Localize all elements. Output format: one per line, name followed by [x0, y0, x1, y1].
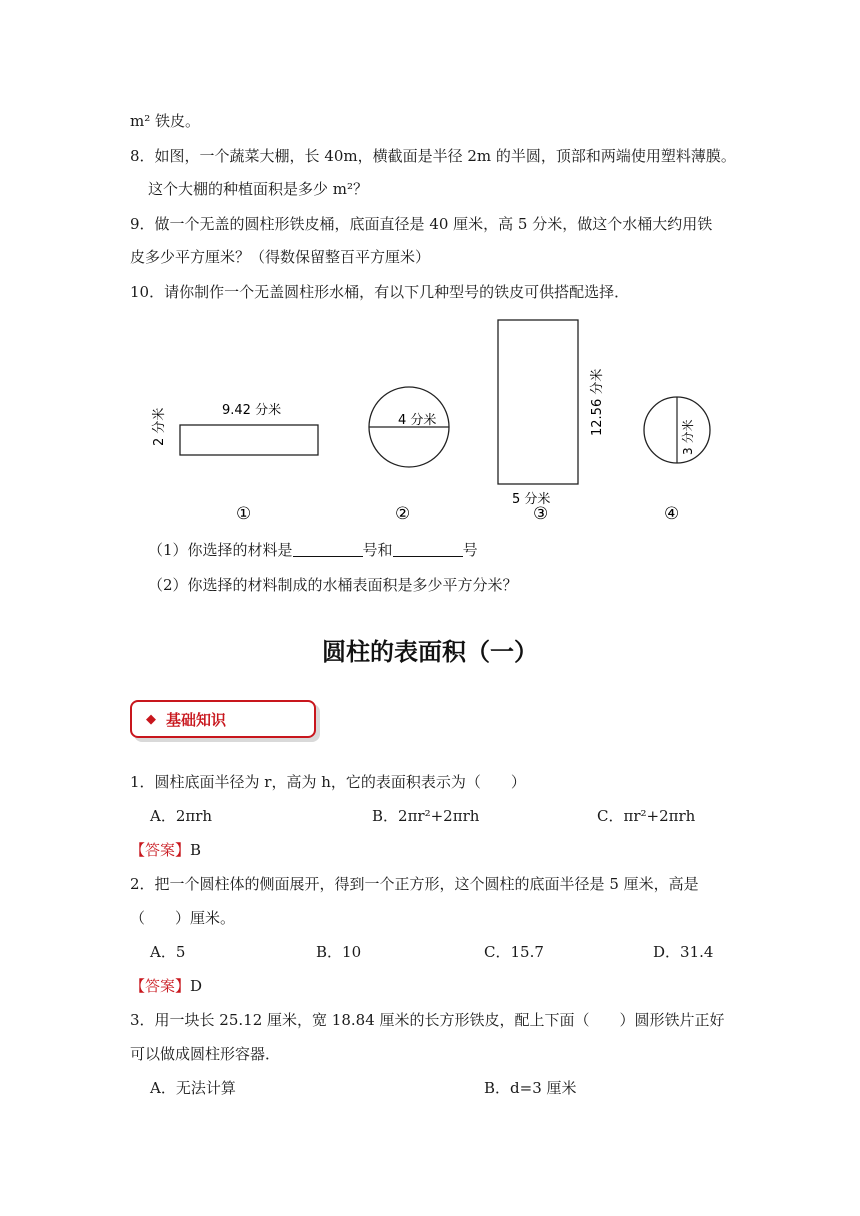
- q10-sub2: （2）你选择的材料制成的水桶表面积是多少平方分米？: [148, 576, 518, 594]
- fig3-height-label: 12.56 分米: [590, 368, 605, 436]
- question-2-option-c: C．15.7: [484, 943, 544, 961]
- answer-blank-1[interactable]: [293, 540, 363, 557]
- q7-tail: m² 铁皮。: [130, 112, 201, 130]
- q10-stem: 10．请你制作一个无盖圆柱形水桶，有以下几种型号的铁皮可供搭配选择．: [130, 283, 630, 301]
- diamond-icon: ◆: [146, 711, 156, 727]
- q8-line1: 8．如图，一个蔬菜大棚，长 40m，横截面是半径 2m 的半圆，顶部和两端使用塑料薄膜。: [130, 147, 736, 165]
- section-label: 基础知识: [166, 710, 227, 729]
- q10-figure: [0, 0, 860, 530]
- fig1-height-label: 2 分米: [152, 407, 167, 446]
- question-3-stem-line2: 可以做成圆柱形容器．: [130, 1045, 281, 1063]
- question-2-option-d: D．31.4: [653, 943, 714, 961]
- question-3-option-b: B．d=3 厘米: [484, 1079, 577, 1097]
- fig1-rectangle: [180, 425, 318, 455]
- answer-label: 【答案】: [130, 841, 191, 859]
- question-2-stem-line1: 2．把一个圆柱体的侧面展开，得到一个正方形，这个圆柱的底面半径是 5 厘米，高是: [130, 875, 699, 893]
- fig3-width-label: 5 分米: [512, 492, 551, 507]
- answer-label: 【答案】: [130, 977, 191, 995]
- q10-sub1-suffix: 号: [462, 541, 478, 559]
- fig-number-2: ②: [395, 504, 411, 524]
- question-2-option-b: B．10: [316, 943, 362, 961]
- question-2-option-a: A．5: [150, 943, 186, 961]
- q10-sub1: [148, 539, 478, 561]
- question-1-option-c: C．πr²+2πrh: [597, 807, 696, 825]
- section-label-box: [130, 700, 316, 738]
- question-1-answer: [130, 839, 201, 861]
- question-1-option-b: B．2πr²+2πrh: [372, 807, 480, 825]
- fig1-width-label: 9.42 分米: [222, 403, 282, 418]
- question-3-stem-line1: 3．用一块长 25.12 厘米，宽 18.84 厘米的长方形铁皮，配上下面（ ）圆形铁片正好: [130, 1011, 725, 1029]
- answer-value: B: [190, 841, 202, 859]
- answer-blank-2[interactable]: [393, 540, 463, 557]
- q8-line2: 这个大棚的种植面积是多少 m²？: [148, 180, 369, 198]
- question-2-stem-line2: （ ）厘米。: [130, 909, 236, 927]
- question-1-stem: 1．圆柱底面半径为 r，高为 h，它的表面积表示为（ ）: [130, 773, 526, 791]
- answer-value: D: [190, 977, 203, 995]
- fig-number-3: ③: [533, 504, 549, 524]
- question-2-answer: [130, 975, 202, 997]
- question-3-option-a: A．无法计算: [150, 1079, 236, 1097]
- question-1-option-a: A．2πrh: [150, 807, 213, 825]
- fig-number-1: ①: [236, 504, 252, 524]
- q10-sub1-prefix: （1）你选择的材料是: [148, 541, 293, 559]
- fig3-rectangle: [498, 320, 578, 484]
- fig-number-4: ④: [664, 504, 680, 524]
- q10-sub1-middle: 号和: [362, 541, 393, 559]
- q9-line1: 9．做一个无盖的圆柱形铁皮桶，底面直径是 40 厘米，高 5 分米，做这个水桶大约用铁: [130, 215, 713, 233]
- fig4-radius-label: 3 分米: [681, 419, 695, 455]
- fig2-diameter-label: 4 分米: [398, 413, 437, 428]
- q9-line2: 皮多少平方厘米？（得数保留整百平方厘米）: [130, 248, 431, 266]
- section-title: 圆柱的表面积（一）: [322, 638, 538, 666]
